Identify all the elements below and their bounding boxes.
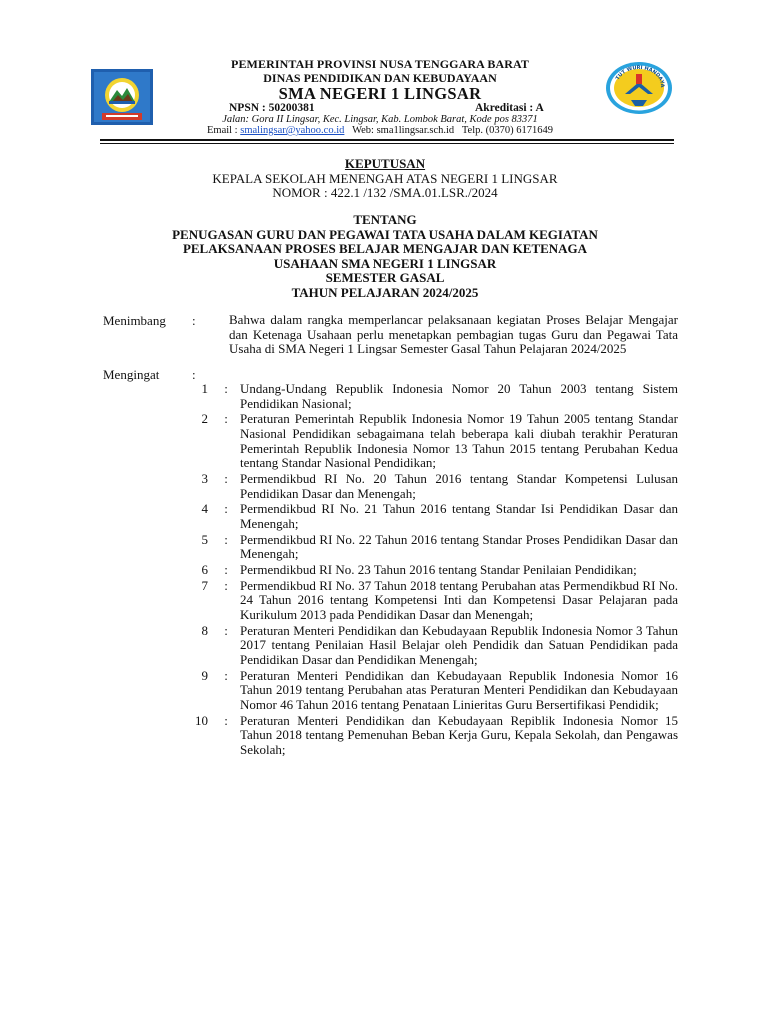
- list-item: [180, 412, 678, 470]
- mengingat-label: Mengingat: [103, 367, 160, 382]
- item-number: 8: [201, 622, 208, 638]
- item-number: 2: [201, 411, 208, 427]
- item-text: Permendikbud RI No. 20 Tahun 2016 tentang Standar Kompetensi Lulusan Pendidikan Dasar dan Menengah;: [240, 470, 678, 501]
- letterhead-school-name: SMA NEGERI 1 LINGSAR: [278, 84, 482, 103]
- item-colon: :: [224, 562, 228, 578]
- subject-line: SEMESTER GASAL: [325, 270, 445, 286]
- decree-title: KEPUTUSAN: [344, 156, 426, 171]
- logo-right-text: TUT WURI HANDAYA: [614, 64, 666, 88]
- subject-line: TAHUN PELAJARAN 2024/2025: [291, 284, 479, 300]
- menimbang-label: Menimbang: [103, 313, 166, 328]
- menimbang-text: Bahwa dalam rangka memperlancar pelaksanaan kegiatan Proses Belajar Mengajar dan Ketenaga Usahaan perlu menetapkan pembagian tugas Guru dan Pegawai Tata Usaha di SMA Negeri 1 Lingsar Semester Gasal Tahun Pelajaran 2024/2025: [229, 312, 678, 357]
- item-text: Permendikbud RI No. 21 Tahun 2016 tentang Standar Isi Pendidikan Dasar dan Menengah;: [240, 501, 678, 531]
- letterhead-rule-thick: [100, 139, 674, 141]
- list-item: [180, 714, 678, 758]
- list-item: [180, 624, 678, 668]
- item-text: Undang-Undang Republik Indonesia Nomor 20 Tahun 2003 tentang Sistem Pendidikan Nasional;: [240, 381, 678, 411]
- email-label: Email :: [206, 125, 241, 136]
- item-number: 4: [201, 501, 208, 517]
- item-colon: :: [224, 411, 228, 427]
- decree-issuer: KEPALA SEKOLAH MENENGAH ATAS NEGERI 1 LINGSAR: [212, 170, 558, 186]
- item-colon: :: [224, 667, 228, 683]
- item-number: 7: [201, 577, 208, 593]
- subject-line: USAHAAN SMA NEGERI 1 LINGSAR: [273, 255, 497, 271]
- akreditasi-text: Akreditasi : A: [475, 102, 544, 114]
- menimbang-colon: :: [192, 313, 196, 328]
- list-item: [180, 533, 678, 562]
- list-item: [180, 669, 678, 713]
- item-text: Peraturan Pemerintah Republik Indonesia Nomor 19 Tahun 2005 tentang Standar Nasional Pendidikan sebagaimana telah beberapa kali diubah terakhir Peraturan Pemerintah Republik Indonesia Nomor 13 Tahun 2015 tentang Perubahan Kedua tentang Standar Nasional Pendidikan;: [240, 411, 678, 471]
- item-text: Permendikbud RI No. 23 Tahun 2016 tentang Standar Penilaian Pendidikan;: [240, 562, 637, 578]
- list-item: [180, 472, 678, 501]
- item-colon: :: [224, 531, 228, 547]
- mengingat-colon: :: [192, 367, 196, 382]
- item-text: Peraturan Menteri Pendidikan dan Kebudayaan Republik Indonesia Nomor 3 Tahun 2017 tentang Penilaian Hasil Belajar oleh Pendidik dan Satuan Pendidikan pada Pendidikan Dasar dan Pendidikan Menengah;: [240, 622, 678, 667]
- item-text: Permendikbud RI No. 37 Tahun 2018 tentang Perubahan atas Permendikbud RI No. 24 Tahun 2016 tentang Kompetensi Inti dan Kompetensi Dasar Pelajaran pada Kurikulum 2013 pada Pendidikan Dasar dan Menengah;: [240, 577, 678, 623]
- school-address: Jalan: Gora II Lingsar, Kec. Lingsar, Kab. Lombok Barat, Kode pos 83371: [222, 114, 538, 125]
- mengingat-list: [180, 382, 678, 759]
- email-link[interactable]: smalingsar@yahoo.co.id: [240, 125, 345, 136]
- item-colon: :: [224, 470, 228, 486]
- letterhead-province: PEMERINTAH PROVINSI NUSA TENGGARA BARAT: [231, 57, 529, 71]
- item-number: 1: [201, 381, 208, 396]
- item-number: 6: [201, 562, 208, 578]
- item-colon: :: [224, 712, 228, 728]
- subject-line: PELAKSANAAN PROSES BELAJAR MENGAJAR DAN KETENAGA: [182, 241, 588, 257]
- item-text: Peraturan Menteri Pendidikan dan Kebudayaan Repiblik Indonesia Nomor 15 Tahun 2018 tentang Pemenuhan Beban Kerja Guru, Kepala Sekolah, dan Pengawas Sekolah;: [240, 712, 678, 757]
- list-item: [180, 502, 678, 531]
- tut-wuri-handayani-logo: [603, 60, 675, 116]
- npsn-text: NPSN : 50200381: [229, 102, 315, 114]
- subject-label: TENTANG: [353, 212, 417, 227]
- item-text: Permendikbud RI No. 22 Tahun 2016 tentang Standar Proses Pendidikan Dasar dan Menengah;: [240, 531, 678, 562]
- item-colon: :: [224, 577, 228, 593]
- decree-heading: [120, 157, 650, 201]
- letterhead-agency: DINAS PENDIDIKAN DAN KEBUDAYAAN: [263, 71, 497, 85]
- item-number: 9: [201, 667, 208, 683]
- item-text: Peraturan Menteri Pendidikan dan Kebudayaan Republik Indonesia Nomor 16 Tahun 2019 tentang Perubahan atas Peraturan Menteri Pendidikan dan Kebudayaan Nomor 46 Tahun 2016 tentang Penataan Linieritas Guru Bersertifikasi Pendidik;: [240, 667, 678, 712]
- item-colon: :: [224, 501, 228, 517]
- contact-line: [120, 125, 640, 136]
- item-number: 10: [195, 712, 208, 728]
- item-colon: :: [224, 381, 228, 396]
- item-colon: :: [224, 622, 228, 638]
- list-item: [180, 579, 678, 623]
- item-number: 5: [201, 531, 208, 547]
- web-phone-text: Web: sma1lingsar.sch.id Telp. (0370) 6171649: [344, 125, 553, 136]
- list-item: [180, 382, 678, 411]
- decree-number: NOMOR : 422.1 /132 /SMA.01.LSR./2024: [272, 185, 498, 201]
- decree-subject: [120, 213, 650, 301]
- item-number: 3: [201, 470, 208, 486]
- subject-line: PENUGASAN GURU DAN PEGAWAI TATA USAHA DALAM KEGIATAN: [172, 226, 598, 242]
- letterhead-rule-thin: [100, 143, 674, 144]
- list-item: [180, 563, 678, 578]
